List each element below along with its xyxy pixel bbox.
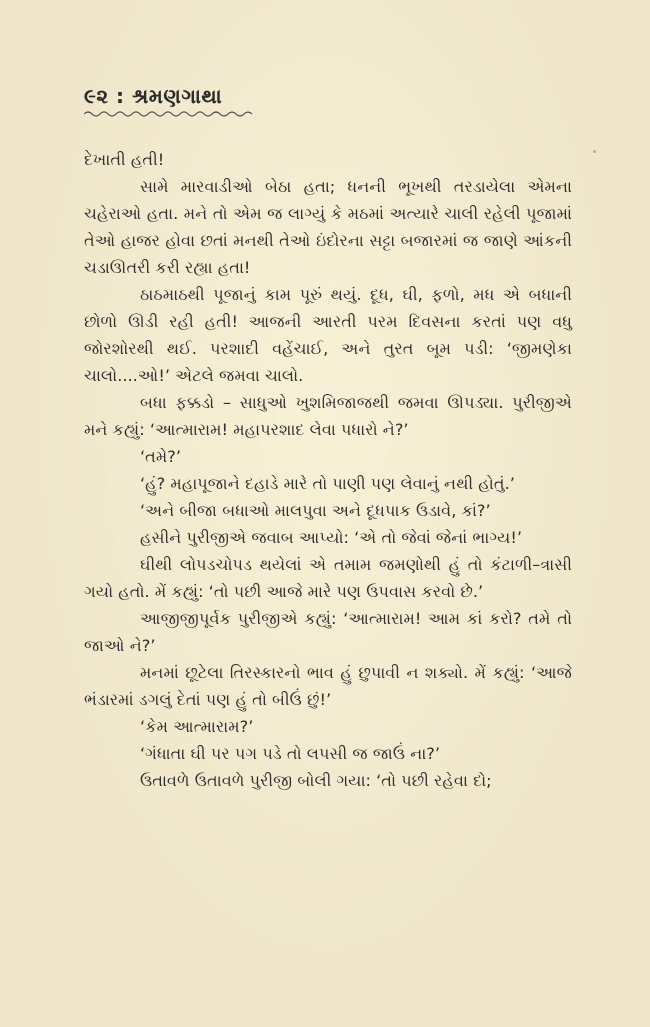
paragraph: ‘ગંધાતા ઘી પર પગ પડે તો લપસી જ જાઉં ના?’ bbox=[140, 744, 441, 763]
paragraph: સામે મારવાડીઓ બેઠા હતા; ધનની ભૂખથી તરડાયેલા એમના ચહેરાઓ હતા. મને તો એમ જ લાગ્યું કે મઠમાં અત્યારે ચાલી રહેલી પૂજામાં તેઓ હાજર હોવા છતાં મનથી તેઓ ઇંદોરના સટ્ટા બજારમાં જ જાણે આંકની ચડાઊતરી કરી રહ્યા હતા! bbox=[84, 177, 572, 277]
running-title: ૯૨ : શ્રમણગાથા bbox=[84, 84, 223, 108]
running-header bbox=[84, 84, 254, 118]
paper-speck bbox=[593, 150, 596, 153]
paragraph: દેખાતી હતી! bbox=[84, 150, 165, 169]
paragraph: આજીજીપૂર્વક પુરીજીએ કહ્યું: ‘આત્મારામ! આમ કાં કરો? તમે તો જાઓ ને?’ bbox=[84, 609, 572, 655]
paragraph: ઉતાવળે ઉતાવળે પુરીજી બોલી ગયા: ‘તો પછી રહેવા દો; bbox=[140, 771, 492, 790]
paragraph: બધા ફક્કડો – સાધુઓ ખુશમિજાજથી જમવા ઊપડ્યા. પુરીજીએ મને કહ્યું: ‘આત્મારામ! મહાપરશાદ લેવા પધારો ને?’ bbox=[84, 393, 572, 439]
paragraph: હસીને પુરીજીએ જવાબ આપ્યો: ‘એ તો જેવાં જેનાં ભાગ્ય!’ bbox=[140, 528, 522, 547]
paragraph: ઠાઠમાઠથી પૂજાનું કામ પૂરું થયું. દૂધ, ઘી, ફળો, મધ એ બધાની છોળો ઊડી રહી હતી! આજની આરતી પરમ દિવસના કરતાં પણ વધુ જોરશોરથી થઈ. પરશાદી વહેંચાઈ, અને તુરત બૂમ પડી: ‘જીમણેકા ચાલો....ઓ!’ એટલે જમવા ચાલો. bbox=[84, 285, 572, 385]
paragraph: ‘કેમ આત્મારામ?’ bbox=[140, 717, 254, 736]
paragraph: ‘હું? મહાપૂજાને દહાડે મારે તો પાણી પણ લેવાનું નથી હોતું.’ bbox=[140, 474, 515, 493]
paragraph: ‘તમે?’ bbox=[140, 447, 182, 466]
paragraph: ‘અને બીજા બધાઓ માલપુવા અને દૂધપાક ઉડાવે, કાં?’ bbox=[140, 501, 491, 520]
paragraph: ઘીથી લોપડચોપડ થયેલાં એ તમામ જમણોથી હું તો કંટાળી–ત્રાસી ગયો હતો. મેં કહ્યું: ‘તો પછી આજે મારે પણ ઉપવાસ કરવો છે.’ bbox=[84, 555, 572, 601]
body-text bbox=[84, 146, 572, 794]
paragraph: મનમાં છૂટેલા તિરસ્કારનો ભાવ હું છુપાવી ન શક્યો. મેં કહ્યું: ‘આજે ભંડારમાં ડગલું દેતાં પણ હું તો બીઉં છું!’ bbox=[84, 663, 572, 709]
wavy-underline-icon bbox=[84, 110, 254, 118]
